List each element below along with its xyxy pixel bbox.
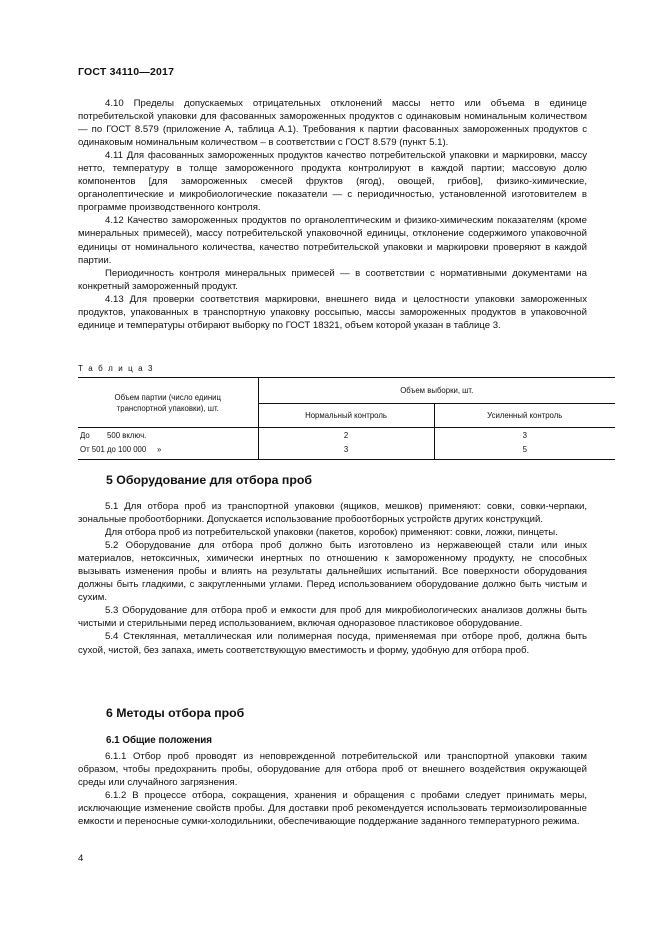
table-3-caption: Т а б л и ц а 3 — [78, 364, 155, 373]
table-header-normal-control: Нормальный контроль — [258, 404, 434, 428]
table-cell-normal: 2 — [258, 428, 434, 442]
section-6-text — [78, 750, 587, 828]
table-header-lot-size: Объем партии (число единиц транспортной упаковки), шт. — [78, 378, 258, 428]
paragraph-5-3: 5.3 Оборудование для отбора проб и емкости для проб для микробиологических анализов должны быть чистыми и стерильными перед использованием, включая одноразовое пластиковое оборудование. — [78, 605, 587, 630]
paragraph-mineral-impurities: Периодичность контроля минеральных примесей — в соответствии с нормативными документами на конкретный замороженный продукт. — [78, 267, 587, 292]
paragraph-5-2: 5.2 Оборудование для отбора проб должно быть изготовлено из нержавеющей стали или иных материалов, нетоксичных, химически инертных по отношению к замороженному продукту, не способных вызывать изменения пробы и влиять на результаты дальнейших испытаний. Все поверхности оборудования должны быть гладкими, с закругленными углами. Перед использованием оборудование должно быть чистым и сухим. — [78, 540, 587, 604]
paragraph-5-1-consumer: Для отбора проб из потребительской упаковки (пакетов, коробок) применяют: совки, ложки, пинцеты. — [105, 527, 558, 539]
section-5-title: 5 Оборудование для отбора проб — [106, 473, 312, 487]
table-cell-lot: От 501 до 100 000 » — [78, 442, 258, 459]
table-cell-normal: 3 — [258, 442, 434, 459]
page-number: 4 — [78, 853, 84, 864]
paragraph-5-4: 5.4 Стеклянная, металлическая или полимерная посуда, применяемая при отборе проб, должна быть сухой, чистой, без запаха, иметь соответствующую вместимость и форму, удобную для отбора проб. — [78, 631, 587, 656]
paragraph-4-10: 4.10 Пределы допускаемых отрицательных отклонений массы нетто или объема в единице потребительской упаковки для фасованных замороженных продуктов с одинаковым номинальным количеством — по ГОСТ 8.579 (приложение А, таблица А.1). Требования к партии фасованных замороженных продуктов с одинаковым номинальным количеством – в соответствии с ГОСТ 8.579 (пункт 5.1). — [78, 98, 587, 149]
table-header-strict-control: Усиленный контроль — [434, 404, 615, 428]
paragraph-4-11: 4.11 Для фасованных замороженных продуктов качество потребительской упаковки и маркировки, массу нетто, температуру в толще замороженного продукта контролируют в каждой партии; массовую долю компонентов [для замороженных смесей фруктов (ягод), овощей, грибов], физико-химические, органолептические и микробиологические показатели — с периодичностью, установленной изготовителем в программе производственного контроля. — [78, 150, 587, 214]
paragraph-6-1-2: 6.1.2 В процессе отбора, сокращения, хранения и обращения с пробами следует принимать меры, исключающие изменение свойств пробы. Для доставки проб рекомендуется использовать термоизолированные емкости и переносные сумки-холодильники, обеспечивающие поддержание заданного температурного режима. — [78, 790, 587, 828]
section-5-text — [78, 500, 587, 657]
table-cell-lot: До 500 включ. — [80, 431, 147, 440]
section-6-title: 6 Методы отбора проб — [106, 706, 245, 720]
table-row — [78, 442, 615, 459]
table-3 — [78, 377, 615, 460]
table-cell-strict: 3 — [434, 428, 615, 442]
section-4-text — [78, 97, 587, 332]
paragraph-4-13: 4.13 Для проверки соответствия маркировки, внешнего вида и целостности упаковки замороженных продуктов, упакованных в транспортную упаковку россыпью, массы замороженных продуктов в упаковочной единице и температуры отбирают выборку по ГОСТ 18321, объем которой указан в таблице 3. — [78, 293, 587, 331]
paragraph-5-1: 5.1 Для отбора проб из транспортной упаковки (ящиков, мешков) применяют: совки, совки-черпаки, зональные пробоотборники. Допускается использование пробоотборных устройств других конструкций. — [78, 501, 587, 526]
table-cell-strict: 5 — [434, 442, 615, 459]
paragraph-4-12: 4.12 Качество замороженных продуктов по органолептическим и физико-химическим показателям (кроме минеральных примесей), массу потребительской упаковочной единицы, отклонение содержимого упаковочной единицы от номинального количества, качество потребительской упаковки и маркировки проверяют в каждой партии. — [78, 215, 587, 266]
table-header-sample-size: Объем выборки, шт. — [258, 378, 615, 404]
document-header: ГОСТ 34110—2017 — [78, 66, 175, 78]
paragraph-6-1-1: 6.1.1 Отбор проб проводят из неповрежденной потребительской или транспортной упаковки таким образом, чтобы предохранить пробы, оборудование для отбора проб от внешнего воздействия окружающей среды или случайного загрязнения. — [78, 751, 587, 789]
subsection-6-1-title: 6.1 Общие положения — [106, 735, 213, 746]
table-row — [78, 428, 615, 442]
